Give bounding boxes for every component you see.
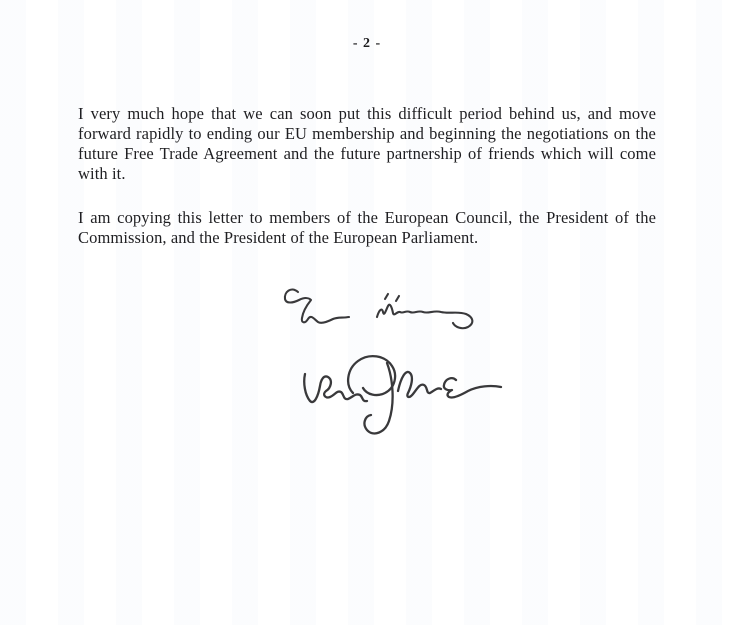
page-number: - 2 - [352, 36, 382, 51]
signature-name-handwriting [304, 356, 501, 433]
signature-block [265, 281, 515, 441]
letter-paragraph-copying: I am copying this letter to members of the European Council, the President of the Commission, and the President of the European Parliament. [78, 208, 656, 247]
letter-paragraph-hope: I very much hope that we can soon put this difficult period behind us, and move forward rapidly to ending our EU membership and beginning the negotiations on the future Free Trade Agreement and the future partnership of friends which will come with it. [78, 104, 656, 183]
signature-closing-handwriting [265, 281, 515, 441]
